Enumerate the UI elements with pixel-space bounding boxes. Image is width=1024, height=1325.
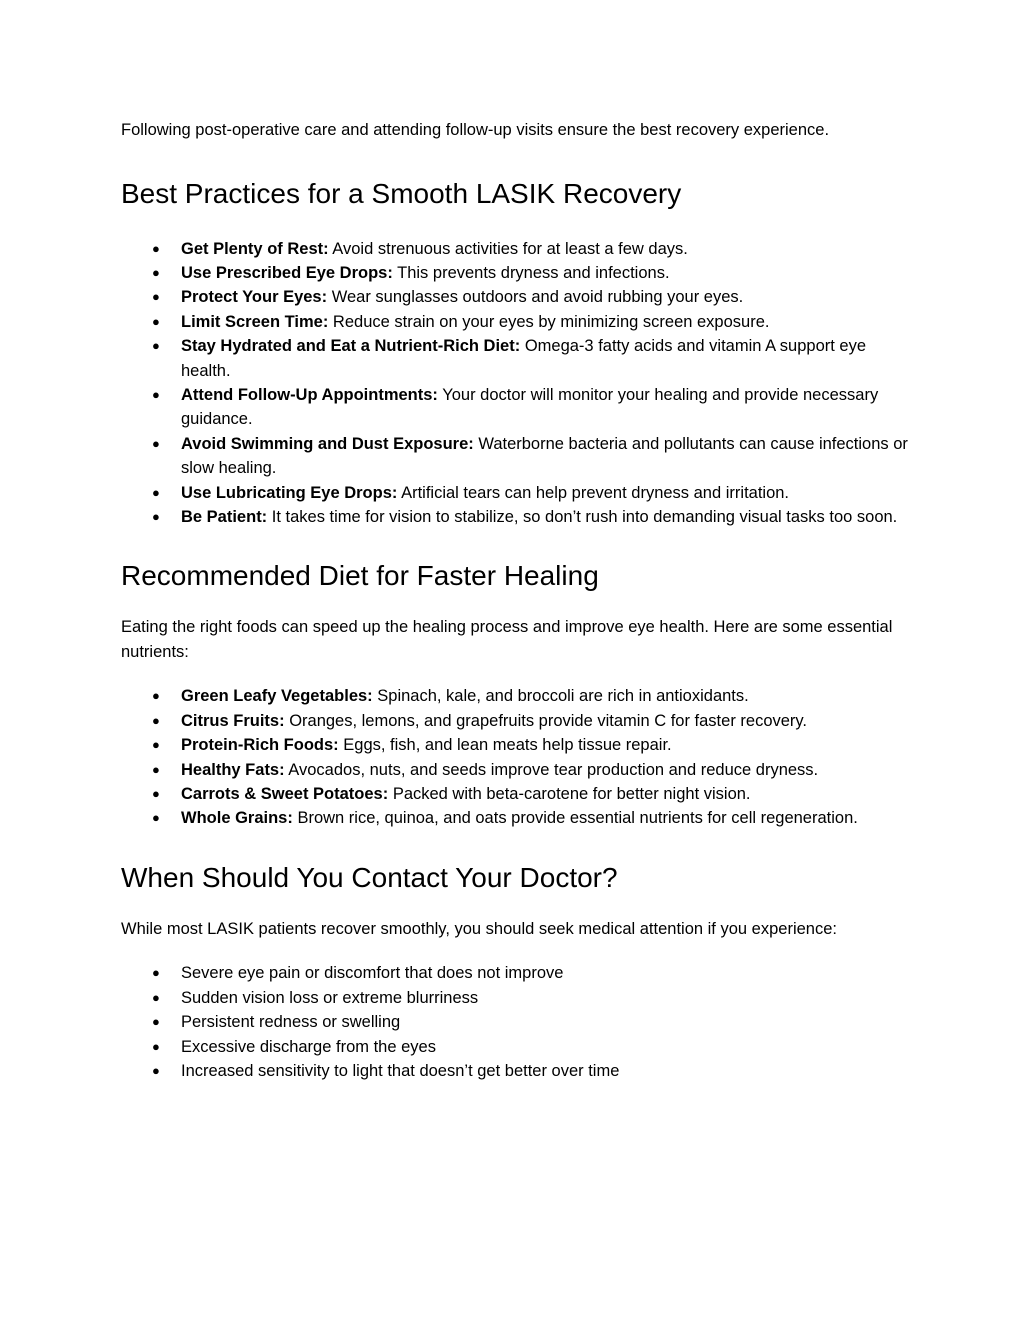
list-item: [121, 961, 911, 985]
best-practices-heading: Best Practices for a Smooth LASIK Recovery: [121, 177, 682, 209]
list-item: [121, 684, 911, 708]
list-item: [121, 383, 911, 432]
bullet-icon: ●: [152, 338, 160, 354]
bullet-icon: ●: [152, 810, 160, 826]
item-term: Stay Hydrated and Eat a Nutrient-Rich Diet:: [181, 337, 521, 356]
list-item: [121, 334, 911, 383]
item-text: It takes time for vision to stabilize, so don’t rush into demanding visual tasks too soon.: [271, 507, 898, 526]
item-term: Attend Follow-Up Appointments:: [181, 385, 438, 404]
item-term: Protein-Rich Foods:: [181, 736, 339, 755]
list-item: [121, 432, 911, 481]
item-text: Increased sensitivity to light that doesn’t get better over time: [181, 1061, 620, 1080]
bullet-icon: ●: [152, 1038, 160, 1054]
item-text: This prevents dryness and infections.: [397, 263, 670, 282]
item-text: Persistent redness or swelling: [181, 1013, 401, 1032]
diet-heading: Recommended Diet for Faster Healing: [121, 560, 599, 592]
diet-list: [121, 684, 911, 830]
bullet-icon: ●: [152, 313, 160, 329]
item-text: Wear sunglasses outdoors and avoid rubbing your eyes.: [331, 288, 744, 307]
item-text: Eggs, fish, and lean meats help tissue repair.: [343, 736, 672, 755]
list-item: [121, 806, 911, 830]
bullet-icon: ●: [152, 712, 160, 728]
diet-paragraph: Eating the right foods can speed up the healing process and improve eye health. Here are some essential nutrients:: [121, 618, 893, 661]
list-item: [121, 1059, 911, 1083]
item-term: Whole Grains:: [181, 809, 293, 828]
item-term: Be Patient:: [181, 507, 268, 526]
bullet-icon: ●: [152, 508, 160, 524]
bullet-icon: ●: [152, 786, 160, 801]
list-item: [121, 1010, 911, 1034]
item-text: Spinach, kale, and broccoli are rich in antioxidants.: [377, 687, 749, 706]
item-term: Use Prescribed Eye Drops:: [181, 263, 393, 282]
list-item: [121, 285, 911, 309]
list-item: [121, 986, 911, 1010]
intro-paragraph: Following post-operative care and attending follow-up visits ensure the best recovery experience.: [121, 121, 830, 139]
bullet-icon: ●: [152, 737, 160, 753]
document-page: [121, 118, 911, 1083]
contact-doctor-heading: When Should You Contact Your Doctor?: [121, 861, 618, 893]
item-term: Use Lubricating Eye Drops:: [181, 483, 398, 502]
list-item: [121, 782, 911, 806]
item-text: Avoid strenuous activities for at least a few days.: [332, 239, 688, 258]
item-term: Get Plenty of Rest:: [181, 239, 329, 258]
bullet-icon: ●: [152, 1062, 160, 1078]
list-item: [121, 505, 911, 529]
item-text: Artificial tears can help prevent dryness and irritation.: [401, 483, 790, 502]
item-term: Protect Your Eyes:: [181, 288, 328, 307]
item-term: Citrus Fruits:: [181, 711, 285, 730]
item-text: Avocados, nuts, and seeds improve tear production and reduce dryness.: [288, 760, 819, 779]
item-text: Your doctor will monitor your healing and provide necessary guidance.: [181, 385, 879, 429]
item-term: Healthy Fats:: [181, 760, 285, 779]
item-text: Omega-3 fatty acids and vitamin A support eye health.: [181, 337, 867, 380]
item-text: Reduce strain on your eyes by minimizing screen exposure.: [332, 312, 770, 331]
list-item: [121, 261, 911, 285]
item-text: Excessive discharge from the eyes: [181, 1037, 436, 1056]
bullet-icon: ●: [152, 386, 160, 402]
bullet-icon: ●: [152, 989, 160, 1005]
item-term: Avoid Swimming and Dust Exposure:: [181, 434, 474, 453]
item-text: Brown rice, quinoa, and oats provide essential nutrients for cell regeneration.: [297, 809, 858, 828]
bullet-icon: ●: [152, 1014, 160, 1030]
list-item: [121, 709, 911, 733]
item-term: Carrots & Sweet Potatoes:: [181, 785, 389, 803]
item-term: Limit Screen Time:: [181, 312, 329, 331]
bullet-icon: ●: [152, 289, 160, 305]
item-text: Severe eye pain or discomfort that does not improve: [181, 964, 564, 983]
item-term: Green Leafy Vegetables:: [181, 687, 373, 706]
symptoms-list: [121, 961, 911, 1083]
bullet-icon: ●: [152, 240, 160, 256]
list-item: [121, 481, 911, 505]
list-item: [121, 1035, 911, 1059]
best-practices-list: [121, 237, 911, 530]
list-item: [121, 758, 911, 782]
bullet-icon: ●: [152, 435, 160, 451]
item-text: Waterborne bacteria and pollutants can cause infections or slow healing.: [181, 434, 908, 478]
list-item: [121, 733, 911, 757]
list-item: [121, 310, 911, 334]
contact-doctor-paragraph: While most LASIK patients recover smoothly, you should seek medical attention if you experience:: [121, 919, 837, 938]
item-text: Packed with beta-carotene for better night vision.: [392, 785, 751, 803]
bullet-icon: ●: [152, 264, 160, 280]
item-text: Oranges, lemons, and grapefruits provide vitamin C for faster recovery.: [289, 711, 808, 730]
bullet-icon: ●: [152, 484, 160, 500]
bullet-icon: ●: [152, 688, 160, 704]
bullet-icon: ●: [152, 965, 160, 981]
bullet-icon: ●: [152, 761, 160, 777]
list-item: [121, 237, 911, 261]
item-text: Sudden vision loss or extreme blurriness: [181, 988, 479, 1007]
